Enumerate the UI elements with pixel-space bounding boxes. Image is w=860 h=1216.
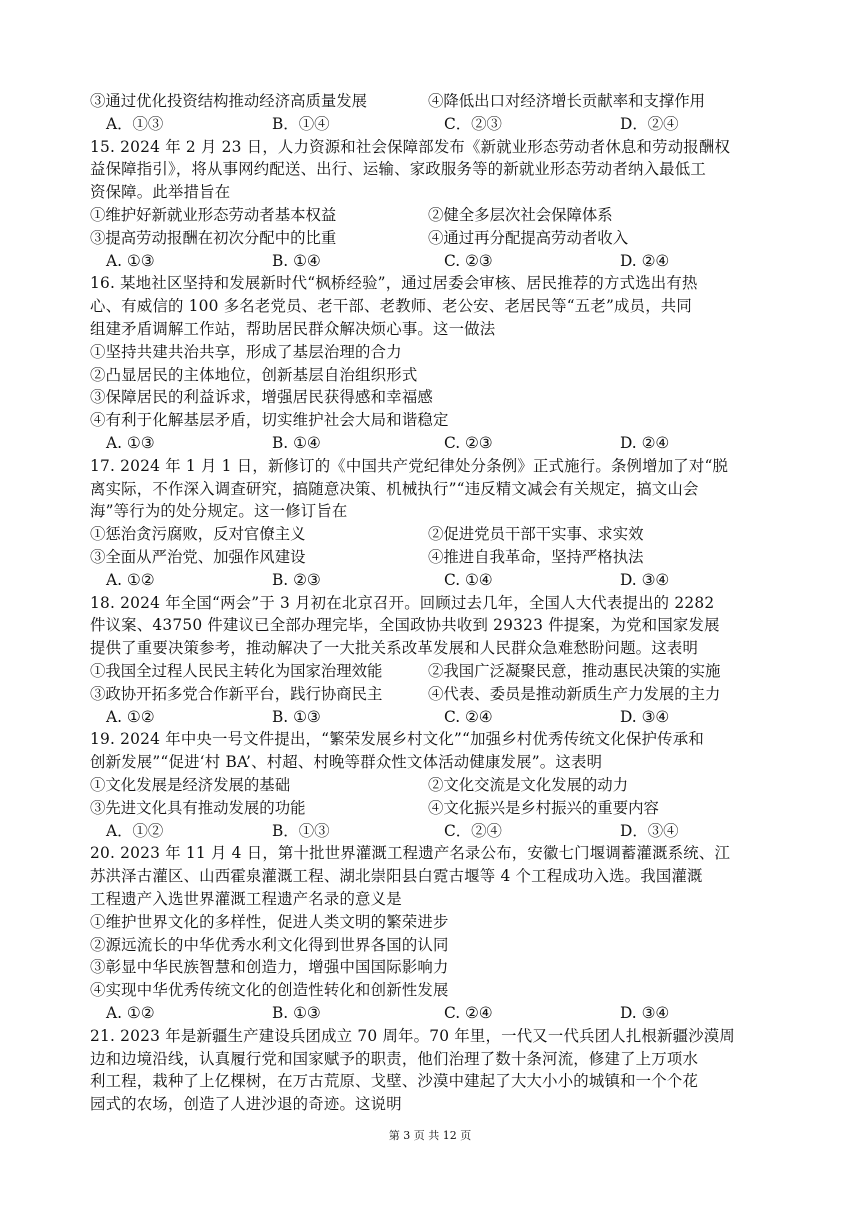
- answer-statement: ②我国广泛凝聚民意，推动惠民决策的实施: [428, 662, 721, 680]
- options-row: [106, 113, 786, 135]
- answer-statement: ②文化交流是文化发展的动力: [428, 776, 629, 794]
- answer-option: A．①②: [106, 821, 164, 840]
- answer-statement: ②促进党员干部干实事、求实效: [428, 525, 644, 544]
- answer-option: D. ②④: [620, 434, 670, 452]
- statement-row: [90, 797, 780, 819]
- answer-option: D. ②④: [620, 251, 670, 270]
- question-stem-line: 利工程，栽种了上亿棵树，在万古荒原、戈壁、沙漠中建起了大大小小的城镇和一个个花: [90, 1072, 699, 1091]
- statement-row: [90, 523, 780, 545]
- statement-row: [90, 204, 780, 226]
- options-row: [106, 1002, 786, 1024]
- question-stem-line: 19. 2024 年中央一号文件提出，“繁荣发展乡村文化”“加强乡村优秀传统文化保护传承和: [90, 730, 704, 749]
- question-stem-line: 边和边境沿线，认真履行党和国家赋予的职责，他们治理了数十条河流，修建了上万项水: [90, 1049, 699, 1068]
- answer-option: D. ③④: [620, 1004, 670, 1022]
- question-stem-line: 园式的农场，创造了人进沙退的奇迹。这说明: [90, 1095, 402, 1114]
- answer-option: C. ②③: [444, 251, 493, 270]
- answer-statement: ④文化振兴是乡村振兴的重要内容: [428, 798, 659, 817]
- answer-option: A. ①③: [106, 251, 155, 270]
- answer-statement: ①文化发展是经济发展的基础: [90, 776, 291, 794]
- question-stem-line: 工程遗产入选世界灌溉工程遗产名录的意义是: [90, 890, 402, 908]
- answer-statement: ③先进文化具有推动发展的功能: [90, 798, 306, 817]
- statement-line: ③彰显中华民族智慧和创造力，增强中国国际影响力: [90, 958, 449, 977]
- statement-line: ④有利于化解基层矛盾，切实维护社会大局和谐稳定: [90, 411, 449, 430]
- answer-statement: ④降低出口对经济增长贡献率和支撑作用: [428, 92, 706, 110]
- answer-option: C. ②④: [444, 1004, 493, 1022]
- answer-statement: ①惩治贪污腐败，反对官僚主义: [90, 525, 306, 544]
- answer-option: B. ①③: [272, 707, 321, 726]
- question-stem-line: 创新发展”“促进‘村 BA’、村超、村晚等群众性文体活动健康发展”。这表明: [90, 753, 603, 772]
- answer-statement: ③提高劳动报酬在初次分配中的比重: [90, 228, 337, 247]
- statement-line: ①维护世界文化的多样性，促进人类文明的繁荣进步: [90, 912, 449, 931]
- statement-row: [90, 660, 780, 682]
- answer-option: C. ②④: [444, 707, 493, 726]
- question-stem-line: 20. 2023 年 11 月 4 日，第十批世界灌溉工程遗产名录公布，安徽七门堰调蓄灌溉系统、江: [90, 844, 731, 863]
- question-stem-line: 组建矛盾调解工作站，帮助居民群众解决烦心事。这一做法: [90, 320, 496, 338]
- answer-option: B. ②③: [272, 570, 321, 589]
- options-row: [106, 820, 786, 842]
- answer-option: C. ②③: [444, 434, 493, 452]
- statement-line: ③保障居民的利益诉求，增强居民获得感和幸福感: [90, 388, 433, 407]
- answer-statement: ②健全多层次社会保障体系: [428, 206, 613, 224]
- answer-option: A. ①②: [106, 1004, 155, 1022]
- statement-line: ②凸显居民的主体地位，创新基层自治组织形式: [90, 365, 418, 384]
- statement-row: [90, 774, 780, 796]
- options-row: [106, 569, 786, 591]
- answer-option: B．①③: [272, 821, 330, 840]
- answer-statement: ③政协开拓多党合作新平台，践行协商民主: [90, 684, 383, 703]
- question-stem-line: 件议案、43750 件建议已全部办理完毕，全国政协共收到 29323 件提案，为党和国家发展: [90, 616, 720, 635]
- answer-statement: ③通过优化投资结构推动经济高质量发展: [90, 92, 368, 110]
- answer-option: B．①④: [272, 114, 330, 133]
- question-stem-line: 17. 2024 年 1 月 1 日，新修订的《中国共产党纪律处分条例》正式施行。条例增加了对“脱: [90, 456, 729, 475]
- question-stem-line: 21. 2023 年是新疆生产建设兵团成立 70 周年。70 年里，一代又一代兵团人扎根新疆沙漠周: [90, 1026, 735, 1045]
- question-stem-line: 提供了重要决策参考，推动解决了一大批关系改革发展和人民群众急难愁盼问题。这表明: [90, 639, 699, 658]
- statement-row: [90, 227, 780, 249]
- answer-statement: ④通过再分配提高劳动者收入: [428, 228, 629, 247]
- answer-option: D. ③④: [620, 707, 670, 726]
- answer-option: A. ①②: [106, 707, 155, 726]
- question-stem-line: 15. 2024 年 2 月 23 日，人力资源和社会保障部发布《新就业形态劳动者休息和劳动报酬权: [90, 137, 731, 156]
- answer-statement: ①我国全过程人民民主转化为国家治理效能: [90, 662, 383, 680]
- answer-option: C. ①④: [444, 570, 493, 589]
- options-row: [106, 250, 786, 272]
- question-stem-line: 海”等行为的处分规定。这一修订旨在: [90, 502, 348, 521]
- answer-statement: ④代表、委员是推动新质生产力发展的主力: [428, 684, 721, 703]
- question-stem-line: 离实际，不作深入调查研究，搞随意决策、机械执行”“违反精文减会有关规定，搞文山会: [90, 479, 699, 498]
- statement-line: ④实现中华优秀传统文化的创造性转化和创新性发展: [90, 981, 449, 1000]
- question-stem-line: 益保障指引》，将从事网约配送、出行、运输、家政服务等的新就业形态劳动者纳入最低工: [90, 160, 706, 179]
- answer-option: B. ①④: [272, 251, 321, 270]
- statement-line: ②源远流长的中华优秀水利文化得到世界各国的认同: [90, 935, 449, 954]
- answer-statement: ①维护好新就业形态劳动者基本权益: [90, 206, 337, 224]
- question-stem-line: 资保障。此举措旨在: [90, 183, 231, 202]
- question-stem-line: 苏洪泽古灌区、山西霍泉灌溉工程、湖北崇阳县白霓古堰等 4 个工程成功入选。我国灌溉: [90, 867, 703, 886]
- answer-option: A. ①②: [106, 570, 155, 589]
- question-stem-line: 心、有威信的 100 多名老党员、老干部、老教师、老公安、老居民等“五老”成员，共同: [90, 297, 692, 316]
- answer-option: A. ①③: [106, 434, 155, 452]
- question-stem-line: 18. 2024 年全国“两会”于 3 月初在北京召开。回顾过去几年，全国人大代表提出的 2282: [90, 593, 715, 612]
- answer-option: D. ③④: [620, 570, 670, 589]
- answer-statement: ③全面从严治党、加强作风建设: [90, 548, 306, 566]
- answer-option: B. ①④: [272, 434, 321, 452]
- statement-line: ①坚持共建共治共享，形成了基层治理的合力: [90, 342, 402, 361]
- statement-row: [90, 90, 780, 112]
- options-row: [106, 432, 786, 454]
- answer-option: C．②③: [444, 114, 502, 133]
- page-footer: 第 3 页 共 12 页: [388, 1129, 472, 1142]
- answer-option: C．②④: [444, 821, 502, 840]
- question-stem-line: 16. 某地社区坚持和发展新时代“枫桥经验”，通过居委会审核、居民推荐的方式选出有热: [90, 274, 698, 293]
- answer-option: D．③④: [620, 821, 679, 840]
- statement-row: [90, 683, 780, 705]
- answer-option: B. ①③: [272, 1004, 321, 1022]
- statement-row: [90, 546, 780, 568]
- answer-option: A．①③: [106, 114, 164, 133]
- answer-option: D．②④: [620, 114, 679, 133]
- answer-statement: ④推进自我革命，坚持严格执法: [428, 548, 644, 566]
- options-row: [106, 706, 786, 728]
